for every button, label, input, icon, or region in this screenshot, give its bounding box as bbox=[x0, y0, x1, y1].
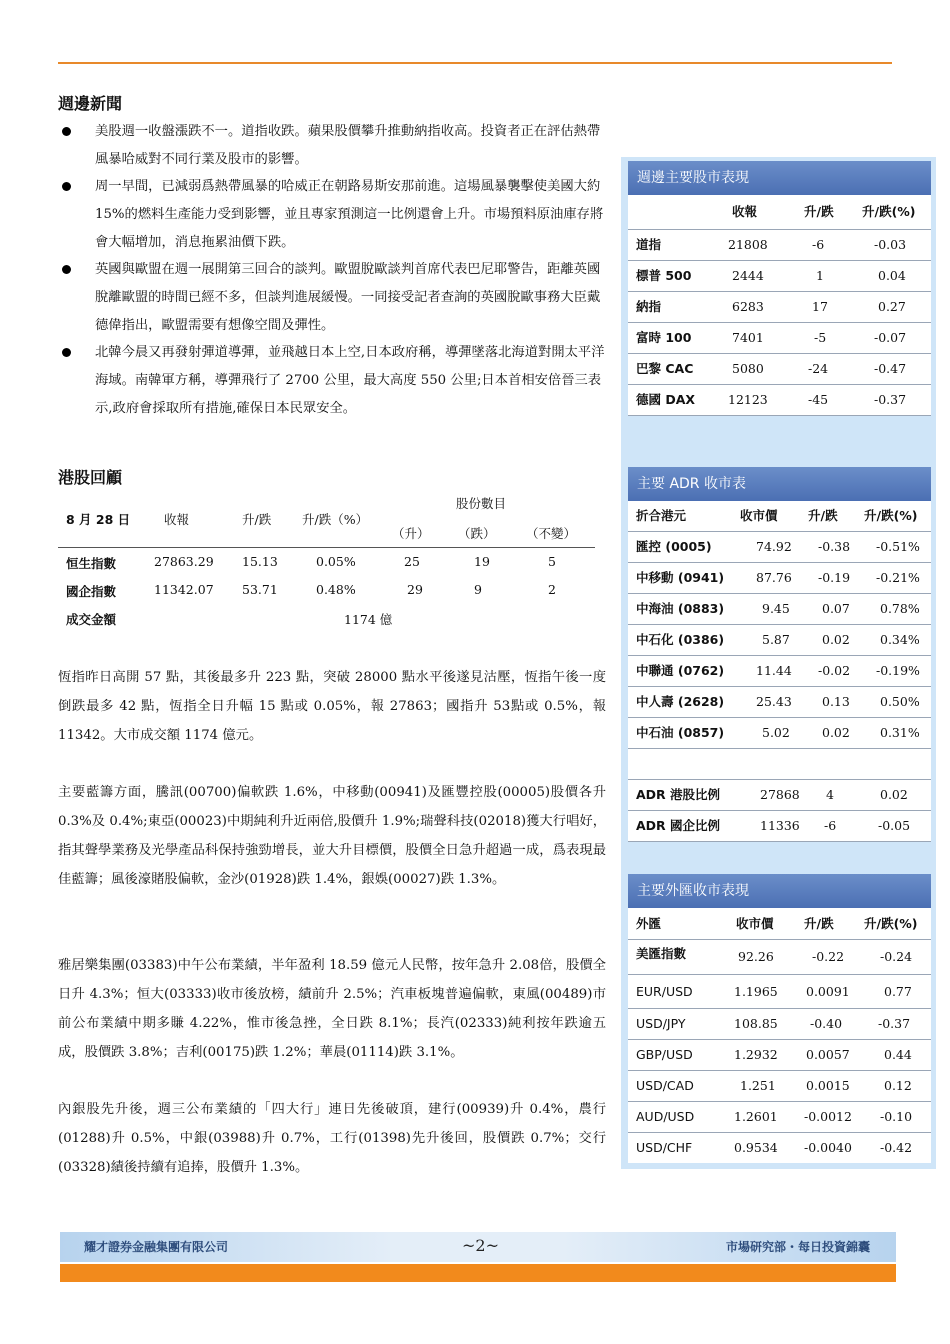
table-row: EUR/USD 1.1965 0.0091 0.77 bbox=[628, 975, 931, 1009]
hk-review-title: 港股回顧 bbox=[58, 468, 123, 487]
bullet-icon bbox=[62, 127, 71, 136]
page-number: ~2~ bbox=[462, 1236, 499, 1255]
table-row: 國企指數 11342.07 53.71 0.48% 29 9 2 bbox=[66, 582, 556, 599]
panel-header-row: 收報 升/跌 升/跌(%) bbox=[628, 195, 931, 230]
table-row: 匯控 (0005) 74.92 -0.38 -0.51% bbox=[628, 532, 931, 563]
table-row: 巴黎 CAC 5080 -24 -0.47 bbox=[628, 354, 931, 385]
header-flat: （不變） bbox=[526, 526, 577, 541]
news-item: 美股週一收盤漲跌不一。道指收跌。蘋果股價攀升推動納指收高。投資者正在評估熱帶風暴哈威對不同行業及股市的影響。 bbox=[58, 118, 606, 174]
bullet-icon bbox=[62, 182, 71, 191]
top-divider bbox=[58, 62, 892, 64]
panel-title: 主要外匯收市表現 bbox=[628, 874, 931, 908]
table-row: GBP/USD 1.2932 0.0057 0.44 bbox=[628, 1040, 931, 1071]
footer-company: 耀才證券金融集團有限公司 bbox=[84, 1240, 229, 1254]
panel-header-row: 折合港元 收市價 升/跌 升/跌(%) bbox=[628, 501, 931, 532]
table-divider bbox=[58, 547, 595, 548]
table-row: 恒生指數 27863.29 15.13 0.05% 25 19 5 bbox=[66, 554, 556, 571]
market-summary-paragraph: 恆指昨日高開 57 點，其後最多升 223 點，突破 28000 點水平後遂見沽壓，恆指午後一度倒跌最多 42 點，恆指全日升幅 15 點或 0.05%，報 27863；國指升 53點或 0.5%，報 11342。大市成交額 1174 億元。 bbox=[58, 670, 606, 743]
news-list bbox=[58, 118, 606, 422]
table-row: 標普 500 2444 1 0.04 bbox=[628, 261, 931, 292]
adr-panel bbox=[628, 467, 931, 842]
table-row: 道指 21808 -6 -0.03 bbox=[628, 230, 931, 261]
table-row: 美匯指數 92.26 -0.22 -0.24 bbox=[628, 940, 931, 975]
table-row: ADR 港股比例 27868 4 0.02 bbox=[628, 780, 931, 811]
table-header-sub bbox=[58, 524, 598, 544]
header-up: （升） bbox=[392, 526, 430, 541]
blank-row bbox=[628, 749, 931, 780]
table-row: 中石化 (0386) 5.87 0.02 0.34% bbox=[628, 625, 931, 656]
global-stock-panel bbox=[628, 161, 931, 416]
panel-title: 主要 ADR 收市表 bbox=[628, 467, 931, 501]
earnings-paragraph: 雅居樂集團(03383)中午公布業績，半年盈利 18.59 億元人民幣，按年急升 2.08倍，股價全日升 4.3%；恒大(03333)收市後放榜，績前升 2.5%；汽車板塊普遍偏軟，東風(00489)市前公布業績中期多賺 4.22%，惟市後急挫，全日跌 8.1%；長汽(02333)純利按年跌逾五成，股價跌 3.8%；吉利(00175)跌 1.2%；華晨(01114)跌 3.1%。 bbox=[58, 958, 606, 1060]
turnover-row bbox=[58, 610, 598, 630]
table-row: 納指 6283 17 0.27 bbox=[628, 292, 931, 323]
news-item: 英國與歐盟在週一展開第三回合的談判。歐盟脫歐談判首席代表巴尼耶警告，距離英國脫離歐盟的時間已經不多，但談判進展緩慢。一同接受記者查詢的英國脫歐事務大臣戴德偉指出，歐盟需要有想像空間及彈性。 bbox=[58, 256, 606, 340]
panel-header-row: 外匯 收市價 升/跌 升/跌(%) bbox=[628, 908, 931, 940]
table-row: AUD/USD 1.2601 -0.0012 -0.10 bbox=[628, 1102, 931, 1133]
table-row: USD/CHF 0.9534 -0.0040 -0.42 bbox=[636, 1140, 913, 1155]
table-row: 中移動 (0941) 87.76 -0.19 -0.21% bbox=[628, 563, 931, 594]
footer-department: 市場研究部・每日投資錦囊 bbox=[725, 1240, 870, 1254]
table-row: 中石油 (0857) 5.02 0.02 0.31% bbox=[628, 718, 931, 749]
turnover-label: 成交金額 bbox=[66, 612, 117, 627]
table-row: 富時 100 7401 -5 -0.07 bbox=[628, 323, 931, 354]
fx-panel bbox=[628, 874, 931, 1163]
table-row: 中海油 (0883) 9.45 0.07 0.78% bbox=[628, 594, 931, 625]
header-change: 升/跌 bbox=[242, 512, 272, 527]
header-pct: 升/跌（%） bbox=[302, 512, 369, 527]
footer-accent-bar bbox=[60, 1264, 896, 1282]
bullet-icon bbox=[62, 348, 71, 357]
news-section-title: 週邊新聞 bbox=[58, 94, 123, 113]
table-row: 中人壽 (2628) 25.43 0.13 0.50% bbox=[628, 687, 931, 718]
banks-paragraph: 內銀股先升後，週三公布業績的「四大行」連日先後破頂，建行(00939)升 0.4%，農行(01288)升 0.5%，中銀(03988)升 0.7%，工行(01398)先升後回，股價跌 0.7%；交行(03328)績後持續有追捧，股價升 1.3%。 bbox=[58, 1102, 606, 1175]
header-down: （跌） bbox=[458, 526, 496, 541]
shares-title: 股份數目 bbox=[456, 496, 507, 511]
header-date: 8 月 28 日 bbox=[66, 512, 131, 527]
table-row: USD/CAD 1.251 0.0015 0.12 bbox=[628, 1071, 931, 1102]
table-row: 中聯通 (0762) 11.44 -0.02 -0.19% bbox=[628, 656, 931, 687]
turnover-value: 1174 億 bbox=[344, 612, 393, 627]
bluechip-paragraph: 主要藍籌方面，騰訊(00700)偏軟跌 1.6%，中移動(00941)及匯豐控股(00005)股價各升 0.3%及 0.4%;東亞(00023)中期純利升近兩倍,股價升 1.9%;瑞聲科技(02018)獲大行唱好，指其聲學業務及光學產品科保持強勁增長，並大升目標價，股價全日急升超過一成，爲表現最佳藍籌；風後濠賭股偏軟，金沙(01928)跌 1.4%，銀娛(00027)跌 1.3%。 bbox=[58, 785, 606, 887]
table-row: USD/JPY 108.85 -0.40 -0.37 bbox=[628, 1009, 931, 1040]
news-item: 周一早間，已減弱爲熱帶風暴的哈威正在朝路易斯安那前進。這場風暴襲擊使美國大約 15%的燃料生產能力受到影響，並且專家預測這一比例還會上升。市場預料原油庫存將會大幅增加，消息拖累油價下跌。 bbox=[58, 173, 606, 257]
bullet-icon bbox=[62, 265, 71, 274]
panel-title: 週邊主要股市表現 bbox=[628, 161, 931, 195]
table-row: 德國 DAX 12123 -45 -0.37 bbox=[628, 385, 931, 416]
table-row: ADR 國企比例 11336 -6 -0.05 bbox=[628, 811, 931, 842]
header-close: 收報 bbox=[164, 512, 190, 527]
news-item: 北韓今晨又再發射彈道導彈，並飛越日本上空,日本政府稱，導彈墜落北海道對開太平洋海域。南韓軍方稱，導彈飛行了 2700 公里，最大高度 550 公里;日本首相安倍晉三表示,政府會採取所有措施,確保日本民眾安全。 bbox=[58, 339, 606, 423]
